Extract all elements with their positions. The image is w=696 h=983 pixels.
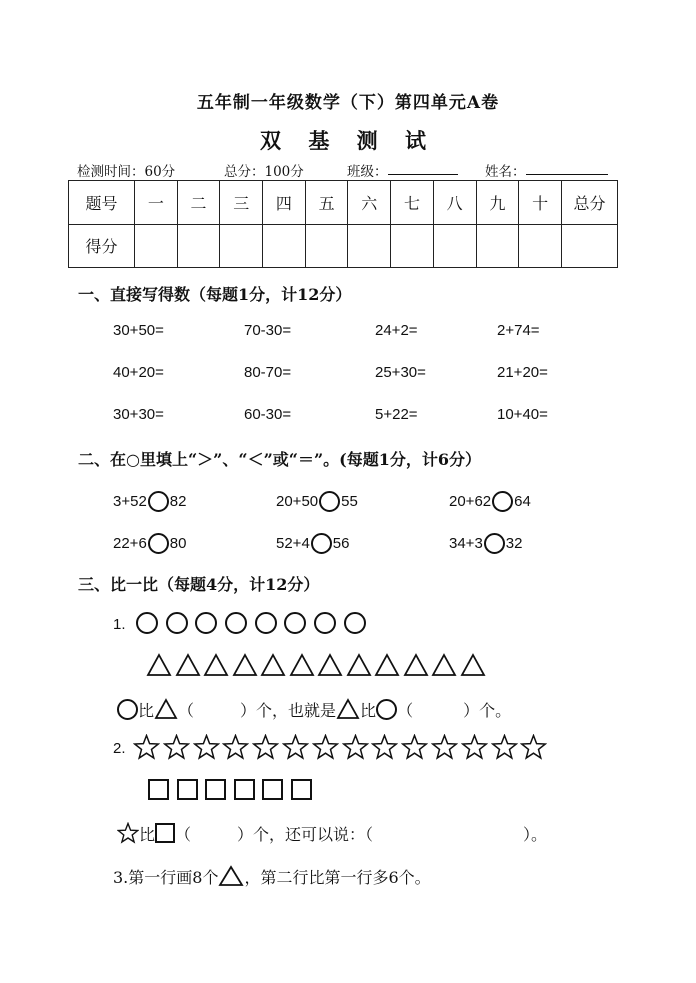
triangle-icon — [374, 653, 400, 677]
circle-icon — [314, 612, 336, 634]
square-icon — [155, 823, 175, 843]
circles-row — [136, 612, 374, 634]
q3-line — [113, 865, 431, 888]
table-cell: 得分 — [69, 224, 135, 268]
table-cell: 七 — [391, 181, 434, 225]
q2-number: 2. — [113, 740, 126, 757]
section3-heading: 三、比一比（每题4分，计12分） — [78, 575, 320, 594]
compare-circle-blank[interactable] — [311, 533, 332, 554]
compare-left: 3+52 — [113, 493, 147, 510]
circle-icon — [166, 612, 188, 634]
compare-item — [113, 491, 186, 512]
square-icon — [262, 779, 283, 800]
compare-left: 22+6 — [113, 535, 147, 552]
score-cell[interactable] — [476, 224, 519, 268]
section2-heading: 二、在○里填上“＞”、“＜”或“＝”。(每题1分，计6分） — [78, 450, 482, 469]
circle-icon — [284, 612, 306, 634]
table-cell: 八 — [433, 181, 476, 225]
compare-item — [276, 533, 349, 554]
score-cell[interactable] — [391, 224, 434, 268]
compare-right: 82 — [169, 493, 187, 510]
circle-icon — [225, 612, 247, 634]
table-cell: 三 — [220, 181, 263, 225]
arith-row — [0, 406, 696, 428]
paren-open: （ — [178, 701, 195, 720]
star-icon — [133, 734, 160, 760]
circle-icon — [255, 612, 277, 634]
table-cell: 九 — [476, 181, 519, 225]
section1-heading: 一、直接写得数（每题1分，计12分） — [78, 285, 352, 304]
star-icon — [163, 734, 190, 760]
arith-problem: 2+74= — [497, 322, 540, 339]
compare-right: 64 — [514, 493, 531, 510]
arith-row — [0, 322, 696, 344]
triangle-icon — [460, 653, 486, 677]
circle-icon — [136, 612, 158, 634]
arith-problem: 21+20= — [497, 364, 548, 381]
page-title: 五年制一年级数学（下）第四单元A卷 — [196, 93, 500, 113]
triangles-row — [146, 653, 488, 677]
name-label: 姓名： — [485, 164, 526, 180]
stars-row — [133, 734, 550, 760]
square-icon — [148, 779, 169, 800]
arith-problem: 25+30= — [375, 364, 426, 381]
score-cell[interactable] — [433, 224, 476, 268]
triangle-icon — [218, 865, 244, 887]
q2-mid-text: ）个，还可以说：（ — [237, 825, 374, 844]
compare-word: 比 — [360, 701, 377, 720]
arith-problem: 24+2= — [375, 322, 418, 339]
circle-icon — [376, 699, 397, 720]
star-icon — [222, 734, 249, 760]
compare-item — [449, 491, 531, 512]
star-icon — [252, 734, 279, 760]
compare-word: 比 — [139, 825, 156, 844]
triangle-icon — [317, 653, 343, 677]
star-icon — [117, 822, 139, 844]
triangle-icon — [346, 653, 372, 677]
class-blank[interactable] — [388, 160, 458, 175]
arith-problem: 70-30= — [244, 322, 292, 339]
arith-problem: 5+22= — [375, 406, 418, 423]
triangle-icon — [260, 653, 286, 677]
star-icon — [282, 734, 309, 760]
compare-right: 56 — [332, 535, 350, 552]
circle-icon — [344, 612, 366, 634]
q3-text-b: ，第二行比第一行多6个。 — [244, 868, 431, 887]
q2-answer-line — [117, 822, 547, 845]
table-cell: 六 — [348, 181, 391, 225]
compare-word: 比 — [138, 701, 155, 720]
score-table-score-row — [69, 224, 618, 268]
score-cell[interactable] — [348, 224, 391, 268]
q2-end-text: ）。 — [523, 825, 548, 844]
compare-item — [276, 491, 358, 512]
triangle-icon — [336, 698, 360, 720]
star-icon — [371, 734, 398, 760]
name-blank[interactable] — [526, 160, 608, 175]
table-cell: 一 — [135, 181, 178, 225]
compare-item — [449, 533, 522, 554]
arith-problem: 10+40= — [497, 406, 548, 423]
arith-problem: 30+50= — [113, 322, 164, 339]
triangle-icon — [146, 653, 172, 677]
score-table — [68, 180, 618, 268]
star-icon — [401, 734, 428, 760]
compare-item — [113, 533, 186, 554]
q1-mid-text: ）个，也就是 — [240, 701, 337, 720]
compare-circle-blank[interactable] — [492, 491, 513, 512]
square-icon — [177, 779, 198, 800]
table-cell: 题号 — [69, 181, 135, 225]
compare-right: 80 — [169, 535, 187, 552]
circle-icon — [117, 699, 138, 720]
table-cell: 二 — [177, 181, 220, 225]
score-cell[interactable] — [305, 224, 348, 268]
arith-problem: 30+30= — [113, 406, 164, 423]
compare-right: 55 — [341, 493, 358, 510]
square-icon — [234, 779, 255, 800]
star-icon — [520, 734, 547, 760]
score-cell[interactable] — [135, 224, 178, 268]
compare-circle-blank[interactable] — [319, 491, 340, 512]
square-icon — [205, 779, 226, 800]
star-icon — [193, 734, 220, 760]
triangle-icon — [203, 653, 229, 677]
table-cell: 总分 — [562, 181, 618, 225]
compare-left: 34+3 — [449, 535, 483, 552]
class-field[interactable] — [347, 160, 388, 180]
compare-left: 20+50 — [276, 493, 319, 510]
exam-time: 检测时间：60分 — [77, 164, 176, 180]
info-line — [77, 160, 617, 180]
table-cell: 四 — [263, 181, 306, 225]
compare-right: 32 — [505, 535, 523, 552]
score-cell[interactable] — [263, 224, 306, 268]
star-icon — [491, 734, 518, 760]
page-subtitle: 双 基 测 试 — [260, 128, 436, 153]
arith-problem: 60-30= — [244, 406, 292, 423]
total-score: 总分：100分 — [224, 164, 304, 180]
q1-end-text: ）个。 — [463, 701, 512, 720]
q1-number: 1. — [113, 616, 126, 633]
compare-left: 20+62 — [449, 493, 492, 510]
triangle-icon — [154, 698, 178, 720]
paren-open: （ — [397, 701, 414, 720]
arith-problem: 80-70= — [244, 364, 292, 381]
compare-left: 52+4 — [276, 535, 310, 552]
compare-circle-blank[interactable] — [148, 491, 169, 512]
compare-circle-blank[interactable] — [484, 533, 505, 554]
square-icon — [291, 779, 312, 800]
triangle-icon — [175, 653, 201, 677]
triangle-icon — [232, 653, 258, 677]
score-table-header-row — [69, 181, 618, 225]
compare-circle-blank[interactable] — [148, 533, 169, 554]
score-cell[interactable] — [220, 224, 263, 268]
score-cell[interactable] — [177, 224, 220, 268]
star-icon — [431, 734, 458, 760]
arith-problem: 40+20= — [113, 364, 164, 381]
arith-row — [0, 364, 696, 386]
circle-icon — [195, 612, 217, 634]
triangle-icon — [431, 653, 457, 677]
star-icon — [312, 734, 339, 760]
paren-open: （ — [175, 825, 192, 844]
triangle-icon — [289, 653, 315, 677]
score-cell[interactable] — [519, 224, 562, 268]
table-cell: 五 — [305, 181, 348, 225]
q1-answer-line — [117, 698, 511, 721]
squares-row — [148, 779, 319, 800]
star-icon — [461, 734, 488, 760]
table-cell: 十 — [519, 181, 562, 225]
q3-text-a: 3.第一行画8个 — [113, 868, 219, 887]
triangle-icon — [403, 653, 429, 677]
score-cell[interactable] — [562, 224, 618, 268]
name-field[interactable] — [485, 160, 526, 180]
star-icon — [342, 734, 369, 760]
class-label: 班级： — [347, 164, 388, 180]
